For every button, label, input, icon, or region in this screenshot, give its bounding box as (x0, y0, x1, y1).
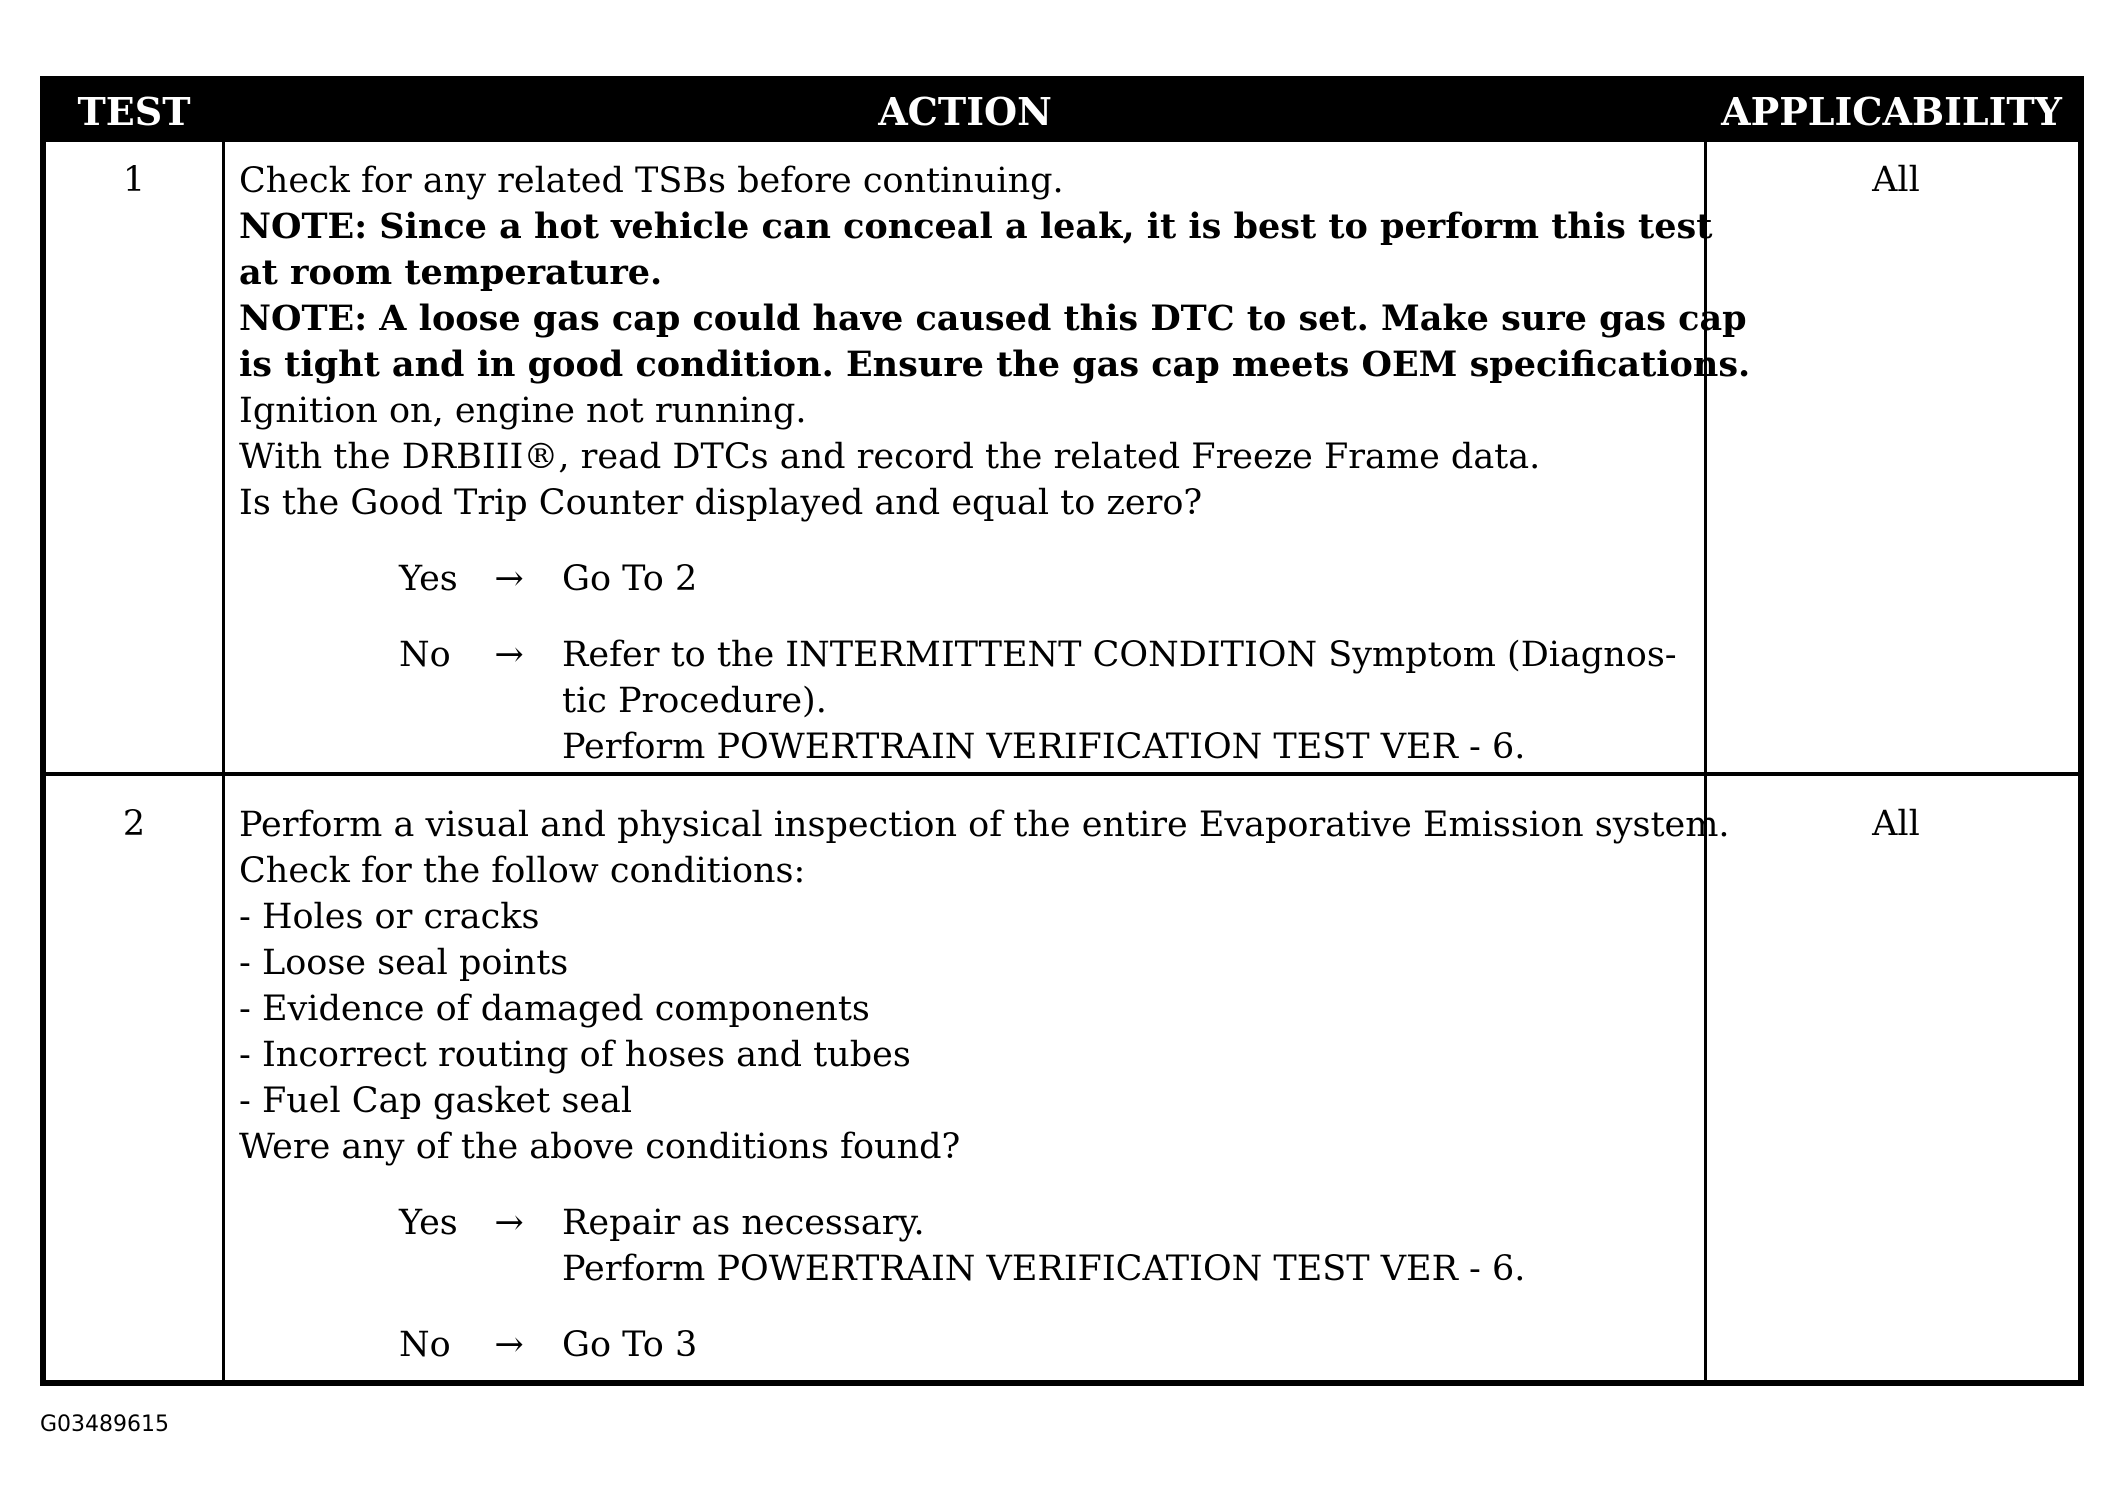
no-branch (239, 632, 1719, 770)
arrow-icon: → (494, 1325, 524, 1365)
yes-label: Yes (399, 1203, 458, 1243)
header-applicability: APPLICABILITY (1721, 89, 2062, 134)
applicability-value: All (1872, 804, 1920, 844)
no-result: Perform POWERTRAIN VERIFICATION TEST VER - 6. (562, 727, 1526, 767)
list-item: - Holes or cracks (239, 897, 540, 937)
action-line: Ignition on, engine not running. (239, 391, 807, 431)
yes-result: Go To 2 (562, 559, 698, 599)
question-line: Were any of the above conditions found? (239, 1127, 961, 1167)
list-item: - Loose seal points (239, 943, 569, 983)
header-test: TEST (77, 89, 191, 134)
note-line: NOTE: Since a hot vehicle can conceal a leak, it is best to perform this test (239, 206, 1713, 247)
note-line: NOTE: A loose gas cap could have caused this DTC to set. Make sure gas cap (239, 298, 1747, 339)
figure-code: G03489615 (40, 1412, 170, 1437)
question-line: Is the Good Trip Counter displayed and equal to zero? (239, 483, 1203, 523)
yes-label: Yes (399, 559, 458, 599)
diagnostic-table (40, 76, 2084, 1386)
no-result: Go To 3 (562, 1325, 698, 1365)
applicability-value: All (1872, 160, 1920, 200)
action-line: Check for the follow conditions: (239, 851, 806, 891)
action-cell (239, 158, 1751, 770)
column-divider (222, 142, 225, 1380)
table-header (46, 82, 2078, 142)
row-divider (46, 772, 2078, 776)
list-item: - Incorrect routing of hoses and tubes (239, 1035, 911, 1075)
header-action: ACTION (878, 89, 1052, 134)
no-label: No (399, 1325, 451, 1365)
action-line: Check for any related TSBs before continuing. (239, 161, 1064, 201)
list-item: - Fuel Cap gasket seal (239, 1081, 633, 1121)
no-result: Refer to the INTERMITTENT CONDITION Symptom (Diagnos- (562, 635, 1677, 675)
arrow-icon: → (494, 1203, 524, 1243)
action-line: With the DRBIII®, read DTCs and record the related Freeze Frame data. (239, 437, 1541, 477)
test-number: 2 (122, 804, 146, 844)
action-line: Perform a visual and physical inspection of the entire Evaporative Emission system. (239, 805, 1730, 845)
no-branch (239, 1322, 1719, 1368)
yes-result: Repair as necessary. (562, 1203, 925, 1243)
arrow-icon: → (494, 559, 524, 599)
test-number: 1 (122, 160, 146, 200)
list-item: - Evidence of damaged components (239, 989, 870, 1029)
no-result: tic Procedure). (562, 681, 827, 721)
yes-branch (239, 556, 1719, 602)
arrow-icon: → (494, 635, 524, 675)
yes-branch (239, 1200, 1719, 1292)
note-line: at room temperature. (239, 252, 663, 293)
yes-result: Perform POWERTRAIN VERIFICATION TEST VER - 6. (562, 1249, 1526, 1289)
note-line: is tight and in good condition. Ensure the gas cap meets OEM specifications. (239, 344, 1751, 385)
action-cell (239, 802, 1730, 1368)
no-label: No (399, 635, 451, 675)
